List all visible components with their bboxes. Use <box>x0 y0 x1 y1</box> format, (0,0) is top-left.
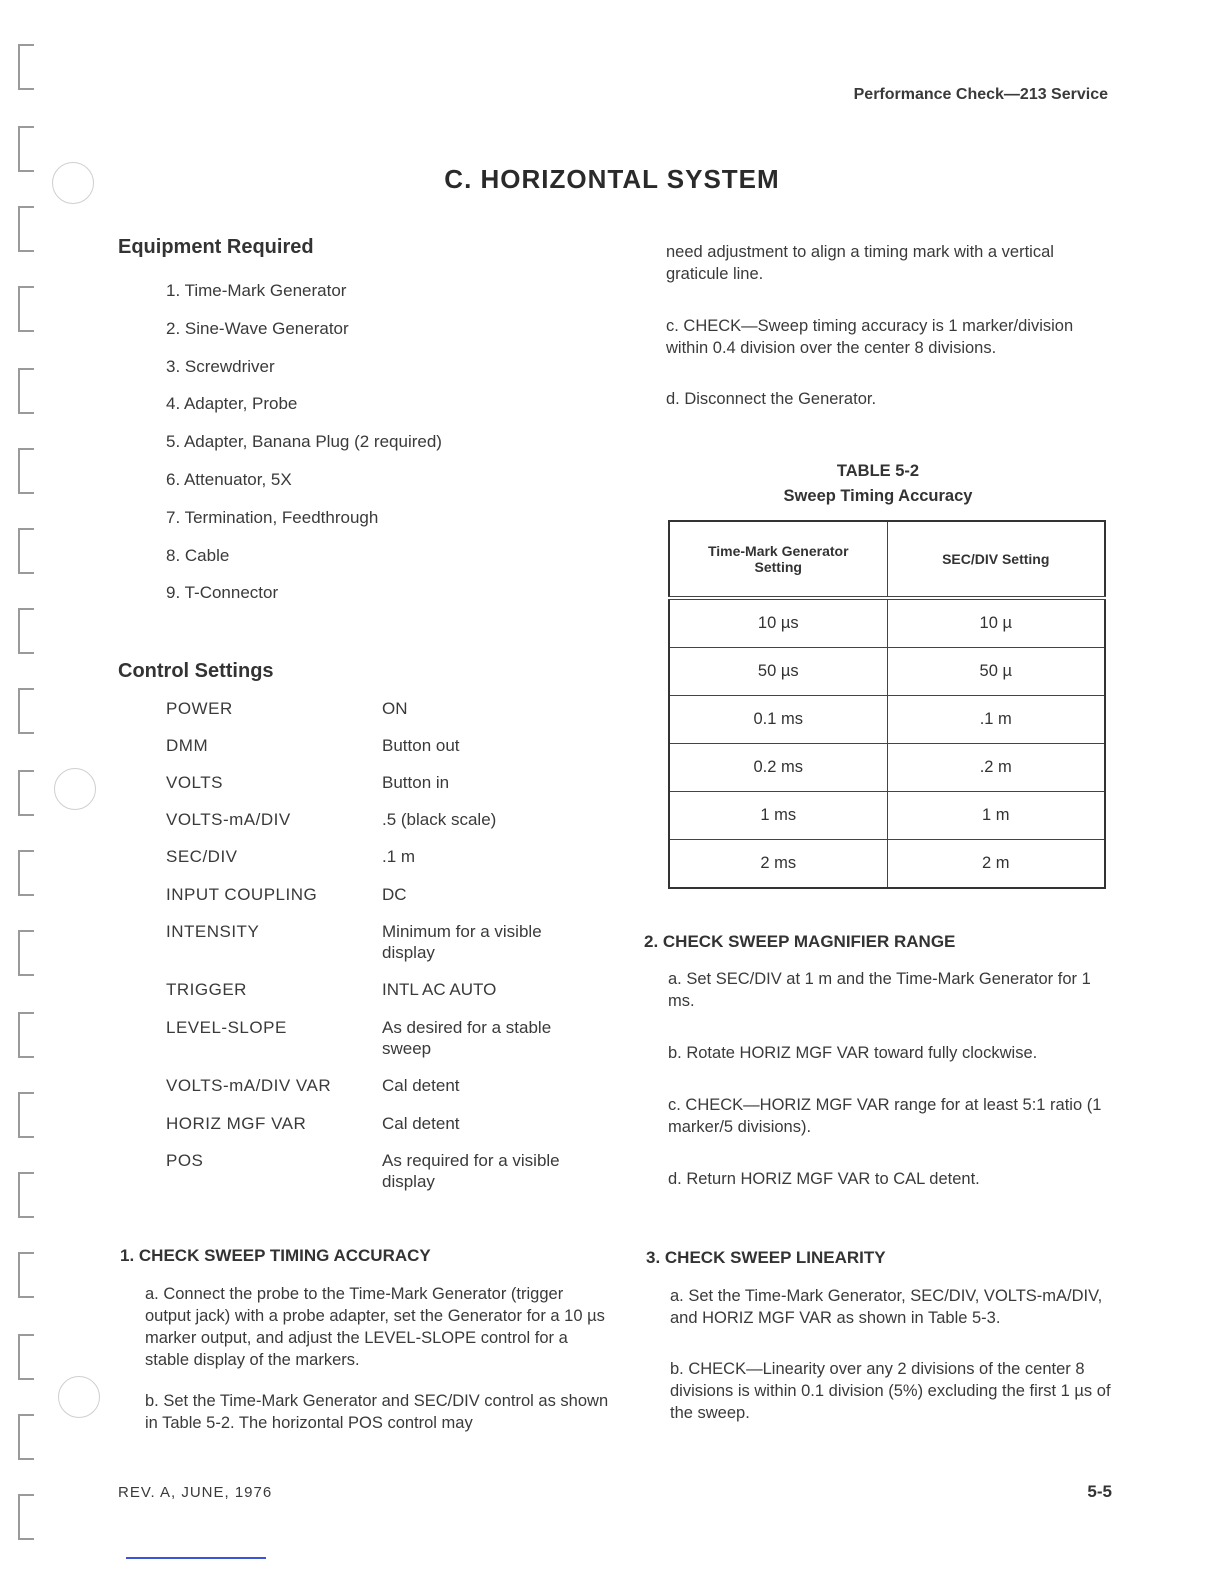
binder-bracket <box>18 286 34 332</box>
page-number: 5-5 <box>1087 1482 1112 1501</box>
step1-a: a. Connect the probe to the Time-Mark Generator (trigger output jack) with a probe adapter, set the Generator for a 10 µs marker output, and adjust the LEVEL-SLOPE control for a stable display of the markers. <box>145 1285 605 1369</box>
list-item: 2. Sine-Wave Generator <box>166 318 349 338</box>
revision-footer: REV. A, JUNE, 1976 <box>118 1484 273 1501</box>
equipment-heading: Equipment Required <box>118 236 314 258</box>
binder-bracket <box>18 206 34 252</box>
table-row <box>669 648 1105 696</box>
table-cell: 10 µ <box>887 598 1105 648</box>
table-cell: .1 m <box>887 696 1105 744</box>
step2-b: b. Rotate HORIZ MGF VAR toward fully clockwise. <box>668 1044 1038 1062</box>
control-name: VOLTS-mA/DIV <box>166 810 291 829</box>
table-title: Sweep Timing Accuracy <box>783 487 973 505</box>
control-name: VOLTS-mA/DIV VAR <box>166 1076 332 1095</box>
control-settings-heading: Control Settings <box>118 660 274 682</box>
control-setting: .1 m <box>382 847 416 866</box>
binder-bracket <box>18 770 34 816</box>
step3-a: a. Set the Time-Mark Generator, SEC/DIV, VOLTS-mA/DIV, and HORIZ MGF VAR as shown in Table 5-3. <box>670 1287 1103 1327</box>
equipment-list <box>166 281 442 621</box>
control-name: INTENSITY <box>166 922 260 941</box>
table-cell: 50 µs <box>669 648 887 696</box>
column-header: Time-Mark Generator Setting <box>669 521 887 598</box>
running-header: Performance Check—213 Service <box>853 86 1108 103</box>
control-setting: ON <box>382 699 408 718</box>
control-setting: Cal detent <box>382 1076 460 1095</box>
binder-bracket <box>18 1172 34 1218</box>
table-cell: 2 m <box>887 840 1105 889</box>
control-name: HORIZ MGF VAR <box>166 1114 307 1133</box>
binder-bracket <box>18 1334 34 1380</box>
column-header: SEC/DIV Setting <box>887 521 1105 598</box>
binder-bracket <box>18 528 34 574</box>
binder-bracket <box>18 1012 34 1058</box>
list-item: 6. Attenuator, 5X <box>166 469 292 489</box>
control-name: LEVEL-SLOPE <box>166 1018 287 1037</box>
step1-b-continued: need adjustment to align a timing mark with a vertical graticule line. <box>666 243 1054 283</box>
binder-bracket <box>18 1252 34 1298</box>
binder-bracket <box>18 608 34 654</box>
step3-b: b. CHECK—Linearity over any 2 divisions of the center 8 divisions is within 0.1 division (5%) excluding the first 1 µs of the sweep. <box>670 1360 1111 1422</box>
table-cell: 10 µs <box>669 598 887 648</box>
control-name: VOLTS <box>166 773 223 792</box>
table-row <box>669 840 1105 889</box>
list-item: 4. Adapter, Probe <box>166 394 298 414</box>
binder-bracket <box>18 1494 34 1540</box>
step1-d: d. Disconnect the Generator. <box>666 390 877 408</box>
binder-bracket <box>18 688 34 734</box>
control-setting: .5 (black scale) <box>382 810 497 829</box>
binder-bracket <box>18 44 34 90</box>
list-item: 1. Time-Mark Generator <box>166 281 347 300</box>
step3-heading: 3. CHECK SWEEP LINEARITY <box>646 1248 886 1267</box>
table-cell: 1 ms <box>669 792 887 840</box>
table-row <box>669 696 1105 744</box>
control-setting: Cal detent <box>382 1114 460 1133</box>
control-setting: INTL AC AUTO <box>382 980 497 999</box>
control-setting: Minimum for a visible display <box>382 922 542 962</box>
section-title: C. HORIZONTAL SYSTEM <box>444 164 780 194</box>
step1-b: b. Set the Time-Mark Generator and SEC/DIV control as shown in Table 5-2. The horizontal POS control may <box>145 1392 609 1432</box>
blue-underline-mark <box>126 1557 266 1559</box>
table-row <box>669 792 1105 840</box>
step2-a: a. Set SEC/DIV at 1 m and the Time-Mark Generator for 1 ms. <box>668 970 1091 1010</box>
binder-bracket <box>18 368 34 414</box>
binder-bracket <box>18 930 34 976</box>
table-cell: 50 µ <box>887 648 1105 696</box>
step2-d: d. Return HORIZ MGF VAR to CAL detent. <box>668 1170 980 1188</box>
control-name: SEC/DIV <box>166 847 238 866</box>
binder-bracket <box>18 1092 34 1138</box>
step2-c: c. CHECK—HORIZ MGF VAR range for at least 5:1 ratio (1 marker/5 divisions). <box>668 1096 1102 1136</box>
table-cell: 0.2 ms <box>669 744 887 792</box>
step2-heading: 2. CHECK SWEEP MAGNIFIER RANGE <box>644 932 956 951</box>
control-name: INPUT COUPLING <box>166 885 318 904</box>
control-setting: Button out <box>382 736 460 755</box>
table-cell: 2 ms <box>669 840 887 889</box>
step1-c: c. CHECK—Sweep timing accuracy is 1 marker/division within 0.4 division over the center 8 divisions. <box>666 317 1074 357</box>
sweep-timing-table <box>668 520 1106 889</box>
list-item: 8. Cable <box>166 545 230 565</box>
control-name: POWER <box>166 699 233 718</box>
control-setting: DC <box>382 885 407 904</box>
list-item: 5. Adapter, Banana Plug (2 required) <box>166 432 442 452</box>
table-header-row <box>669 521 1105 598</box>
table-cell: .2 m <box>887 744 1105 792</box>
list-item: 7. Termination, Feedthrough <box>166 507 379 527</box>
control-setting: Button in <box>382 773 450 792</box>
list-item: 9. T-Connector <box>166 583 279 603</box>
control-setting: As required for a visible display <box>382 1151 560 1191</box>
punch-hole <box>54 768 96 810</box>
table-number: TABLE 5-2 <box>836 462 920 480</box>
step1-heading: 1. CHECK SWEEP TIMING ACCURACY <box>120 1246 431 1265</box>
punch-hole <box>58 1376 100 1418</box>
binder-bracket <box>18 1414 34 1460</box>
table-cell: 0.1 ms <box>669 696 887 744</box>
binder-bracket <box>18 448 34 494</box>
table-row <box>669 598 1105 648</box>
table-cell: 1 m <box>887 792 1105 840</box>
control-setting: As desired for a stable sweep <box>382 1018 552 1058</box>
control-name: DMM <box>166 736 209 755</box>
control-name: POS <box>166 1151 204 1170</box>
list-item: 3. Screwdriver <box>166 356 275 376</box>
control-name: TRIGGER <box>166 980 247 999</box>
binder-bracket <box>18 850 34 896</box>
table-row <box>669 744 1105 792</box>
